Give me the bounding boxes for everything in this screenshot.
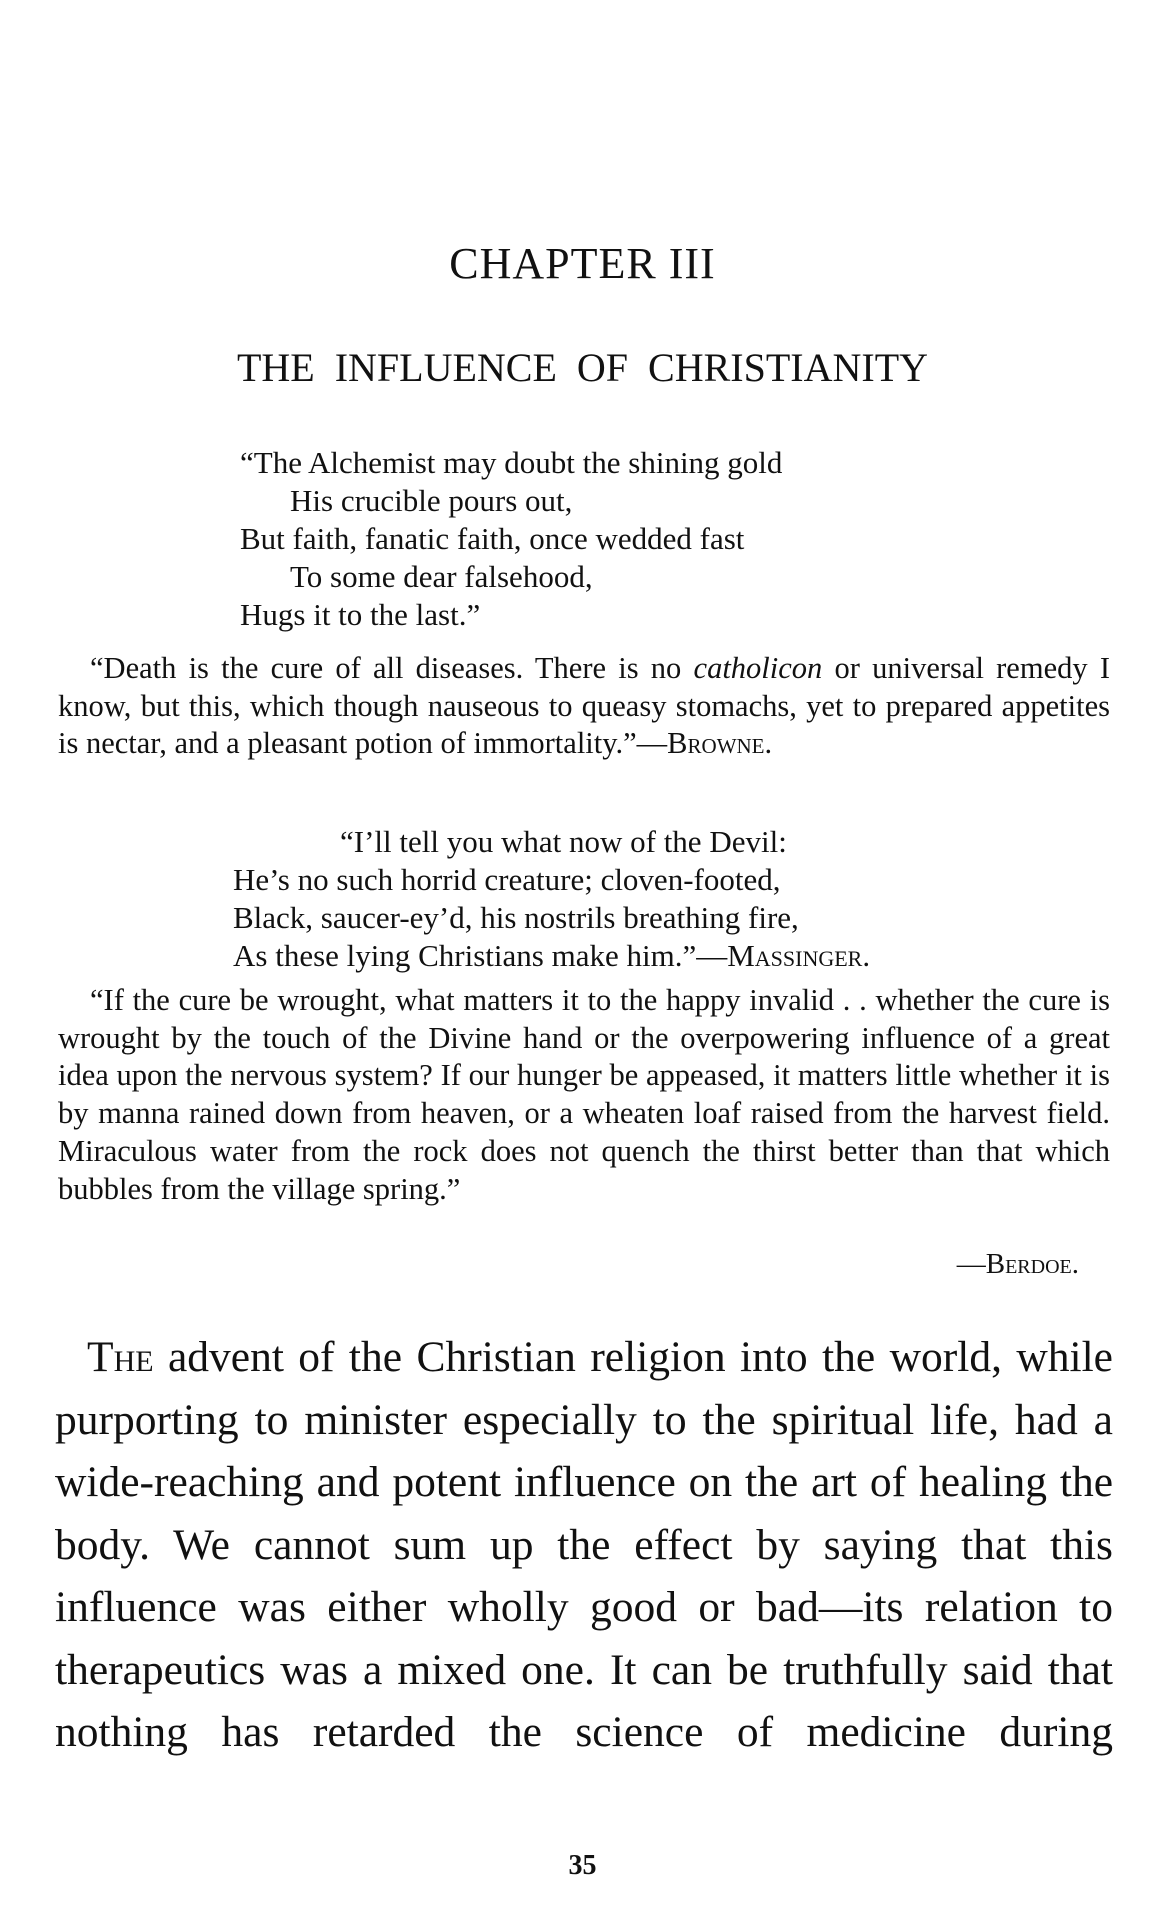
verse-line-text: As these lying Christians make him.”— bbox=[233, 938, 728, 973]
chapter-title: CHAPTER III bbox=[449, 239, 716, 288]
verse-line: Hugs it to the last.” bbox=[240, 597, 481, 632]
epigraph-verse-massinger bbox=[233, 823, 870, 975]
verse-line bbox=[233, 937, 870, 975]
epigraph-verse-alchemist bbox=[240, 444, 782, 634]
paragraph-lead-word: The bbox=[87, 1333, 154, 1381]
verse-line: Black, saucer-ey’d, his nostrils breathing fire, bbox=[233, 900, 799, 935]
verse-line: He’s no such horrid creature; cloven-footed, bbox=[233, 862, 781, 897]
epigraph-berdoe: “If the cure be wrought, what matters it to the happy invalid . . whether the cure is wrought by the touch of the Divine hand or the overpowering influence of a great idea upon the nervous system? If our hunger be appeased, it matters little whether it is by manna rained down from heaven, or a wheaten loaf raised from the harvest field. Miraculous water from the rock does not quench the thirst better than that which bubbles from the village spring.” bbox=[58, 983, 1110, 1206]
epigraph-text: “Death is the cure of all diseases. There is no bbox=[90, 651, 694, 685]
epigraph-browne bbox=[58, 650, 1110, 763]
body-paragraph bbox=[55, 1326, 1113, 1764]
epigraph-text: or universal remedy I know, but this, which though nauseous to queasy stomachs, yet to prepared appetites is nectar, and a pleasant potion of immortality.”— bbox=[58, 651, 1110, 761]
verse-line: “The Alchemist may doubt the shining gold bbox=[240, 445, 783, 480]
page-number: 35 bbox=[568, 1850, 597, 1881]
verse-line: But faith, fanatic faith, once wedded fast bbox=[240, 521, 745, 556]
paragraph-text: advent of the Christian religion into the world, while purporting to minister especially to the spiritual life, had a wide-reaching and potent influence on the art of healing the body. We cannot sum up the effect by saying that this influence was either wholly good or bad—its relation to therapeutics was a mixed one. It can be truthfully said that nothing has retarded the science of medicine during bbox=[55, 1333, 1113, 1756]
verse-line: His crucible pours out, bbox=[290, 483, 573, 518]
epigraph-author: Browne. bbox=[667, 726, 773, 761]
epigraph-author: —Berdoe. bbox=[956, 1248, 1079, 1280]
epigraph-italic-word: catholicon bbox=[693, 651, 823, 685]
epigraph-author: Massinger. bbox=[727, 938, 871, 973]
verse-line: To some dear falsehood, bbox=[290, 559, 593, 594]
verse-line: “I’ll tell you what now of the Devil: bbox=[340, 824, 787, 859]
chapter-subtitle: THE INFLUENCE OF CHRISTIANITY bbox=[236, 345, 929, 390]
